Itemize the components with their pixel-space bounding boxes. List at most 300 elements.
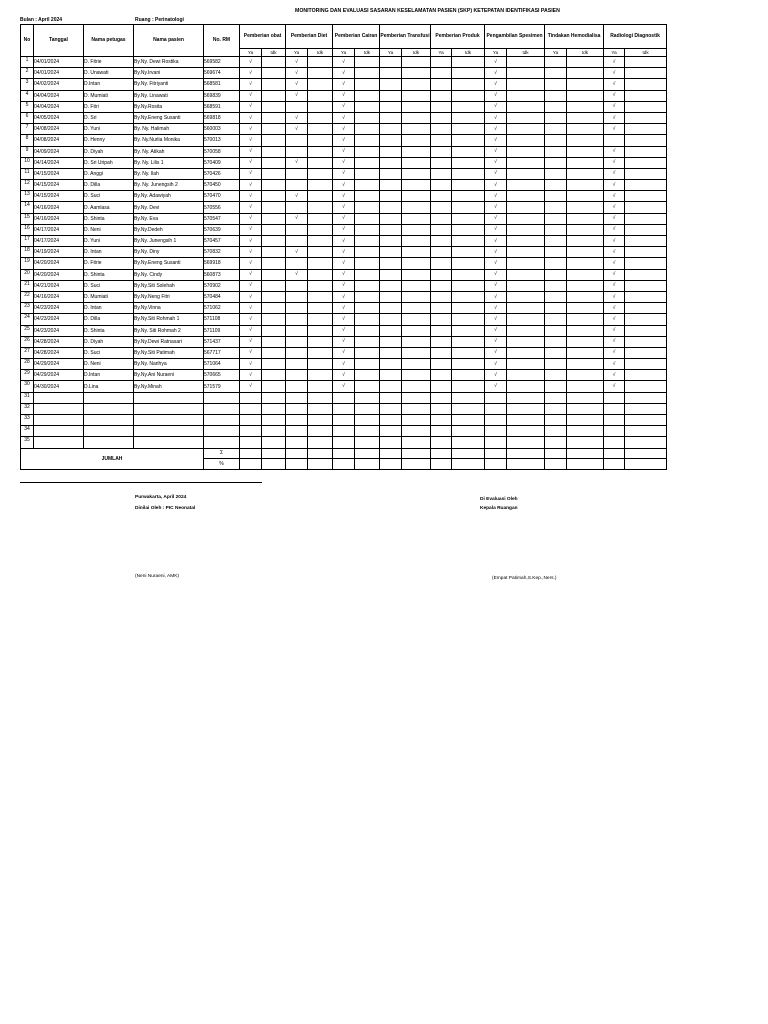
check-cell bbox=[240, 426, 262, 437]
check-mark: √ bbox=[604, 57, 625, 68]
check-mark: √ bbox=[604, 325, 625, 336]
check-mark: √ bbox=[485, 336, 507, 347]
row-tanggal: 04/16/2024 bbox=[34, 213, 84, 224]
check-cell bbox=[402, 280, 431, 291]
check-cell bbox=[567, 191, 604, 202]
check-mark: √ bbox=[333, 381, 355, 392]
table-row bbox=[21, 437, 667, 448]
row-pasien: By.Ny.Siti Solehah bbox=[134, 280, 204, 291]
row-petugas: D.Intan bbox=[84, 370, 134, 381]
check-mark: √ bbox=[240, 112, 262, 123]
row-no: 29 bbox=[21, 370, 34, 381]
row-tanggal: 04/01/2024 bbox=[34, 68, 84, 79]
check-cell bbox=[262, 146, 286, 157]
check-mark: √ bbox=[240, 90, 262, 101]
row-no: 35 bbox=[21, 437, 34, 448]
check-cell bbox=[355, 325, 380, 336]
check-cell bbox=[286, 336, 308, 347]
check-cell bbox=[625, 213, 667, 224]
row-no: 20 bbox=[21, 269, 34, 280]
check-mark: √ bbox=[485, 314, 507, 325]
check-cell bbox=[380, 101, 402, 112]
row-pasien: By.Ny. Eva bbox=[134, 213, 204, 224]
check-cell bbox=[545, 403, 567, 414]
check-cell bbox=[625, 135, 667, 146]
row-pasien: By. Ny. Atikah bbox=[134, 146, 204, 157]
header-tanggal: Tanggal bbox=[34, 25, 84, 57]
check-cell bbox=[625, 191, 667, 202]
check-cell bbox=[355, 347, 380, 358]
check-cell bbox=[380, 392, 402, 403]
check-cell bbox=[308, 280, 333, 291]
row-no: 9 bbox=[21, 146, 34, 157]
row-no: 15 bbox=[21, 213, 34, 224]
check-cell bbox=[545, 314, 567, 325]
row-no: 8 bbox=[21, 135, 34, 146]
row-rm bbox=[204, 392, 240, 403]
row-no: 1 bbox=[21, 57, 34, 68]
check-cell bbox=[355, 291, 380, 302]
check-cell bbox=[625, 258, 667, 269]
subheader-tdk: tdk bbox=[507, 49, 545, 57]
row-tanggal bbox=[34, 403, 84, 414]
check-mark: √ bbox=[240, 202, 262, 213]
subheader-ya: Ya bbox=[604, 49, 625, 57]
percent-cell bbox=[333, 459, 355, 470]
check-mark: √ bbox=[333, 68, 355, 79]
check-mark: √ bbox=[240, 180, 262, 191]
document-title: MONITORING DAN EVALUASI SASARAN KESELAMATAN PASIEN (SKP) KETEPATAN IDENTIFIKASI PASIEN bbox=[295, 8, 560, 14]
subheader-tdk: tdk bbox=[452, 49, 485, 57]
check-cell bbox=[431, 325, 452, 336]
check-cell bbox=[380, 269, 402, 280]
row-pasien bbox=[134, 426, 204, 437]
check-cell bbox=[380, 314, 402, 325]
check-cell bbox=[545, 359, 567, 370]
check-cell bbox=[431, 403, 452, 414]
check-cell bbox=[308, 180, 333, 191]
row-petugas: D. Dilla bbox=[84, 314, 134, 325]
percent-cell bbox=[240, 459, 262, 470]
check-cell bbox=[402, 236, 431, 247]
row-tanggal: 04/14/2024 bbox=[34, 157, 84, 168]
check-cell bbox=[380, 168, 402, 179]
row-no: 33 bbox=[21, 415, 34, 426]
subheader-tdk: tdk bbox=[402, 49, 431, 57]
row-petugas: D. Neni bbox=[84, 359, 134, 370]
check-cell bbox=[262, 415, 286, 426]
check-cell bbox=[625, 90, 667, 101]
check-cell bbox=[286, 415, 308, 426]
row-petugas: D. Shinta bbox=[84, 325, 134, 336]
check-mark: √ bbox=[240, 68, 262, 79]
row-petugas: D. Fitri bbox=[84, 101, 134, 112]
check-mark: √ bbox=[240, 124, 262, 135]
check-cell bbox=[262, 370, 286, 381]
check-mark: √ bbox=[485, 57, 507, 68]
row-rm: 570457 bbox=[204, 236, 240, 247]
check-cell bbox=[431, 314, 452, 325]
check-mark: √ bbox=[333, 359, 355, 370]
check-mark: √ bbox=[286, 57, 308, 68]
check-cell bbox=[604, 437, 625, 448]
check-cell bbox=[355, 236, 380, 247]
check-cell bbox=[507, 336, 545, 347]
row-pasien bbox=[134, 403, 204, 414]
check-cell bbox=[402, 437, 431, 448]
row-pasien: By. Ny. Lilis 1 bbox=[134, 157, 204, 168]
check-mark: √ bbox=[485, 370, 507, 381]
check-cell bbox=[355, 403, 380, 414]
check-cell bbox=[567, 236, 604, 247]
check-cell bbox=[402, 168, 431, 179]
row-pasien: By.Ny.Dewi Ratnasari bbox=[134, 336, 204, 347]
table-row bbox=[21, 370, 667, 381]
check-cell bbox=[507, 325, 545, 336]
check-cell bbox=[431, 191, 452, 202]
check-cell bbox=[262, 359, 286, 370]
check-cell bbox=[333, 426, 355, 437]
check-cell bbox=[402, 180, 431, 191]
check-cell bbox=[545, 381, 567, 392]
table-row bbox=[21, 146, 667, 157]
check-cell bbox=[507, 370, 545, 381]
check-mark: √ bbox=[240, 135, 262, 146]
check-mark: √ bbox=[333, 213, 355, 224]
check-cell bbox=[625, 280, 667, 291]
check-cell bbox=[545, 202, 567, 213]
check-cell bbox=[485, 415, 507, 426]
subheader-tdk: tdk bbox=[355, 49, 380, 57]
check-cell bbox=[286, 168, 308, 179]
check-cell bbox=[431, 291, 452, 302]
row-pasien bbox=[134, 437, 204, 448]
check-cell bbox=[286, 202, 308, 213]
row-no: 32 bbox=[21, 403, 34, 414]
row-pasien: By.Ny.Vinna bbox=[134, 303, 204, 314]
check-cell bbox=[625, 247, 667, 258]
sum-cell bbox=[308, 448, 333, 459]
check-cell bbox=[286, 370, 308, 381]
check-cell bbox=[308, 258, 333, 269]
row-no: 13 bbox=[21, 191, 34, 202]
check-cell bbox=[507, 269, 545, 280]
check-cell bbox=[452, 258, 485, 269]
check-cell bbox=[355, 180, 380, 191]
check-mark: √ bbox=[240, 224, 262, 235]
check-cell bbox=[452, 314, 485, 325]
check-mark: √ bbox=[485, 213, 507, 224]
row-pasien: By.Ny. Fitriyanti bbox=[134, 79, 204, 90]
evaluator-role: Kepala Ruangan bbox=[480, 506, 518, 511]
check-mark: √ bbox=[333, 124, 355, 135]
row-no: 31 bbox=[21, 392, 34, 403]
check-cell bbox=[545, 213, 567, 224]
sum-cell bbox=[431, 448, 452, 459]
row-tanggal: 04/08/2024 bbox=[34, 135, 84, 146]
check-cell bbox=[625, 392, 667, 403]
check-cell bbox=[452, 68, 485, 79]
check-cell bbox=[431, 426, 452, 437]
check-cell bbox=[308, 403, 333, 414]
table-row bbox=[21, 213, 667, 224]
table-row bbox=[21, 258, 667, 269]
table-row bbox=[21, 269, 667, 280]
check-cell bbox=[545, 180, 567, 191]
row-petugas: D. Fitrie bbox=[84, 258, 134, 269]
row-tanggal: 04/09/2024 bbox=[34, 146, 84, 157]
check-cell bbox=[431, 168, 452, 179]
row-tanggal: 04/02/2024 bbox=[34, 79, 84, 90]
check-cell bbox=[567, 57, 604, 68]
header-group: Radiologi Diagnostik bbox=[604, 25, 667, 49]
row-rm: 560873 bbox=[204, 269, 240, 280]
percent-cell bbox=[452, 459, 485, 470]
check-cell bbox=[567, 347, 604, 358]
percent-cell bbox=[308, 459, 333, 470]
check-cell bbox=[452, 269, 485, 280]
check-cell bbox=[262, 258, 286, 269]
check-mark: √ bbox=[604, 79, 625, 90]
check-cell bbox=[507, 124, 545, 135]
row-rm: 569582 bbox=[204, 57, 240, 68]
check-mark: √ bbox=[604, 303, 625, 314]
check-cell bbox=[625, 202, 667, 213]
check-cell bbox=[262, 101, 286, 112]
check-cell bbox=[452, 168, 485, 179]
row-tanggal bbox=[34, 415, 84, 426]
check-cell bbox=[625, 101, 667, 112]
check-cell bbox=[485, 437, 507, 448]
check-cell bbox=[286, 135, 308, 146]
row-no: 4 bbox=[21, 90, 34, 101]
check-cell bbox=[402, 68, 431, 79]
percent-cell bbox=[402, 459, 431, 470]
check-cell bbox=[308, 370, 333, 381]
check-cell bbox=[567, 303, 604, 314]
check-cell bbox=[431, 90, 452, 101]
check-mark: √ bbox=[333, 112, 355, 123]
row-rm bbox=[204, 437, 240, 448]
check-mark: √ bbox=[333, 135, 355, 146]
subheader-tdk: tdk bbox=[567, 49, 604, 57]
row-petugas: D. Shinta bbox=[84, 213, 134, 224]
check-cell bbox=[286, 236, 308, 247]
row-pasien bbox=[134, 415, 204, 426]
check-mark: √ bbox=[485, 168, 507, 179]
check-mark: √ bbox=[485, 269, 507, 280]
check-cell bbox=[431, 135, 452, 146]
check-cell bbox=[567, 258, 604, 269]
table-row bbox=[21, 124, 667, 135]
check-cell bbox=[355, 437, 380, 448]
jumlah-label: JUMLAH bbox=[21, 448, 204, 469]
check-cell bbox=[625, 426, 667, 437]
check-cell bbox=[604, 415, 625, 426]
subheader-tdk: tdk bbox=[308, 49, 333, 57]
check-cell bbox=[625, 403, 667, 414]
check-cell bbox=[402, 347, 431, 358]
check-cell bbox=[286, 347, 308, 358]
row-no: 16 bbox=[21, 224, 34, 235]
row-no: 17 bbox=[21, 236, 34, 247]
check-cell bbox=[625, 236, 667, 247]
check-cell bbox=[402, 314, 431, 325]
check-cell bbox=[431, 437, 452, 448]
row-rm: 569818 bbox=[204, 112, 240, 123]
check-cell bbox=[452, 124, 485, 135]
sum-cell bbox=[567, 448, 604, 459]
check-cell bbox=[402, 191, 431, 202]
sum-cell bbox=[485, 448, 507, 459]
check-cell bbox=[567, 336, 604, 347]
check-mark: √ bbox=[333, 90, 355, 101]
row-petugas: D. Yuni bbox=[84, 124, 134, 135]
check-cell bbox=[507, 426, 545, 437]
check-cell bbox=[308, 68, 333, 79]
table-row bbox=[21, 314, 667, 325]
check-cell bbox=[380, 336, 402, 347]
check-mark: √ bbox=[286, 247, 308, 258]
check-cell bbox=[567, 247, 604, 258]
row-pasien: By.Ny. Devi bbox=[134, 202, 204, 213]
check-mark: √ bbox=[485, 79, 507, 90]
check-cell bbox=[262, 291, 286, 302]
check-cell bbox=[308, 359, 333, 370]
check-cell bbox=[355, 101, 380, 112]
check-mark: √ bbox=[604, 336, 625, 347]
row-rm: 570639 bbox=[204, 224, 240, 235]
check-cell bbox=[380, 57, 402, 68]
check-cell bbox=[452, 370, 485, 381]
check-cell bbox=[452, 213, 485, 224]
check-mark: √ bbox=[333, 180, 355, 191]
row-rm: 570902 bbox=[204, 280, 240, 291]
sum-cell bbox=[604, 448, 625, 459]
check-mark: √ bbox=[333, 370, 355, 381]
check-mark: √ bbox=[485, 359, 507, 370]
check-cell bbox=[286, 381, 308, 392]
check-cell bbox=[452, 101, 485, 112]
check-mark: √ bbox=[240, 269, 262, 280]
check-cell bbox=[355, 79, 380, 90]
check-cell bbox=[431, 224, 452, 235]
check-mark: √ bbox=[333, 247, 355, 258]
row-rm bbox=[204, 403, 240, 414]
check-mark: √ bbox=[240, 191, 262, 202]
check-cell bbox=[402, 247, 431, 258]
check-cell bbox=[380, 426, 402, 437]
check-cell bbox=[452, 280, 485, 291]
check-cell bbox=[567, 135, 604, 146]
sum-cell bbox=[262, 448, 286, 459]
percent-cell bbox=[431, 459, 452, 470]
check-cell bbox=[355, 336, 380, 347]
row-rm: 570013 bbox=[204, 135, 240, 146]
check-mark: √ bbox=[240, 370, 262, 381]
table-row bbox=[21, 57, 667, 68]
check-cell bbox=[507, 112, 545, 123]
check-cell bbox=[545, 336, 567, 347]
check-cell bbox=[380, 280, 402, 291]
row-no: 19 bbox=[21, 258, 34, 269]
check-cell bbox=[240, 437, 262, 448]
check-cell bbox=[507, 157, 545, 168]
row-rm: 571109 bbox=[204, 325, 240, 336]
check-cell bbox=[507, 359, 545, 370]
check-cell bbox=[355, 370, 380, 381]
row-pasien: By.Ny.Eneng Susanti bbox=[134, 258, 204, 269]
row-rm: 569674 bbox=[204, 68, 240, 79]
check-mark: √ bbox=[604, 191, 625, 202]
check-cell bbox=[262, 381, 286, 392]
check-mark: √ bbox=[333, 157, 355, 168]
check-cell bbox=[308, 202, 333, 213]
check-cell bbox=[402, 112, 431, 123]
check-cell bbox=[333, 415, 355, 426]
check-mark: √ bbox=[240, 359, 262, 370]
check-cell bbox=[507, 314, 545, 325]
check-cell bbox=[452, 347, 485, 358]
check-cell bbox=[625, 314, 667, 325]
table-row bbox=[21, 180, 667, 191]
check-cell bbox=[308, 57, 333, 68]
check-cell bbox=[308, 336, 333, 347]
check-cell bbox=[286, 280, 308, 291]
check-cell bbox=[567, 280, 604, 291]
check-mark: √ bbox=[240, 381, 262, 392]
check-mark: √ bbox=[604, 258, 625, 269]
table-row bbox=[21, 101, 667, 112]
check-cell bbox=[380, 415, 402, 426]
check-cell bbox=[507, 168, 545, 179]
sum-cell bbox=[240, 448, 262, 459]
subheader-tdk: tdk bbox=[262, 49, 286, 57]
check-cell bbox=[308, 135, 333, 146]
check-cell bbox=[625, 124, 667, 135]
check-cell bbox=[308, 124, 333, 135]
row-no: 5 bbox=[21, 101, 34, 112]
percent-cell bbox=[625, 459, 667, 470]
check-cell bbox=[507, 213, 545, 224]
check-mark: √ bbox=[240, 291, 262, 302]
check-cell bbox=[545, 224, 567, 235]
check-cell bbox=[625, 437, 667, 448]
check-mark: √ bbox=[286, 269, 308, 280]
check-mark: √ bbox=[240, 325, 262, 336]
row-rm: 560003 bbox=[204, 124, 240, 135]
row-rm: 569839 bbox=[204, 90, 240, 101]
check-cell bbox=[545, 325, 567, 336]
check-cell bbox=[452, 79, 485, 90]
check-mark: √ bbox=[485, 280, 507, 291]
check-cell bbox=[380, 191, 402, 202]
check-cell bbox=[355, 146, 380, 157]
check-cell bbox=[507, 180, 545, 191]
check-cell bbox=[402, 124, 431, 135]
check-cell bbox=[380, 124, 402, 135]
sum-cell bbox=[402, 448, 431, 459]
check-cell bbox=[402, 426, 431, 437]
check-cell bbox=[431, 79, 452, 90]
check-mark: √ bbox=[604, 269, 625, 280]
header-pasien: Nama pasien bbox=[134, 25, 204, 57]
check-cell bbox=[402, 370, 431, 381]
row-no: 34 bbox=[21, 426, 34, 437]
check-mark: √ bbox=[485, 236, 507, 247]
check-cell bbox=[286, 291, 308, 302]
check-mark: √ bbox=[604, 124, 625, 135]
